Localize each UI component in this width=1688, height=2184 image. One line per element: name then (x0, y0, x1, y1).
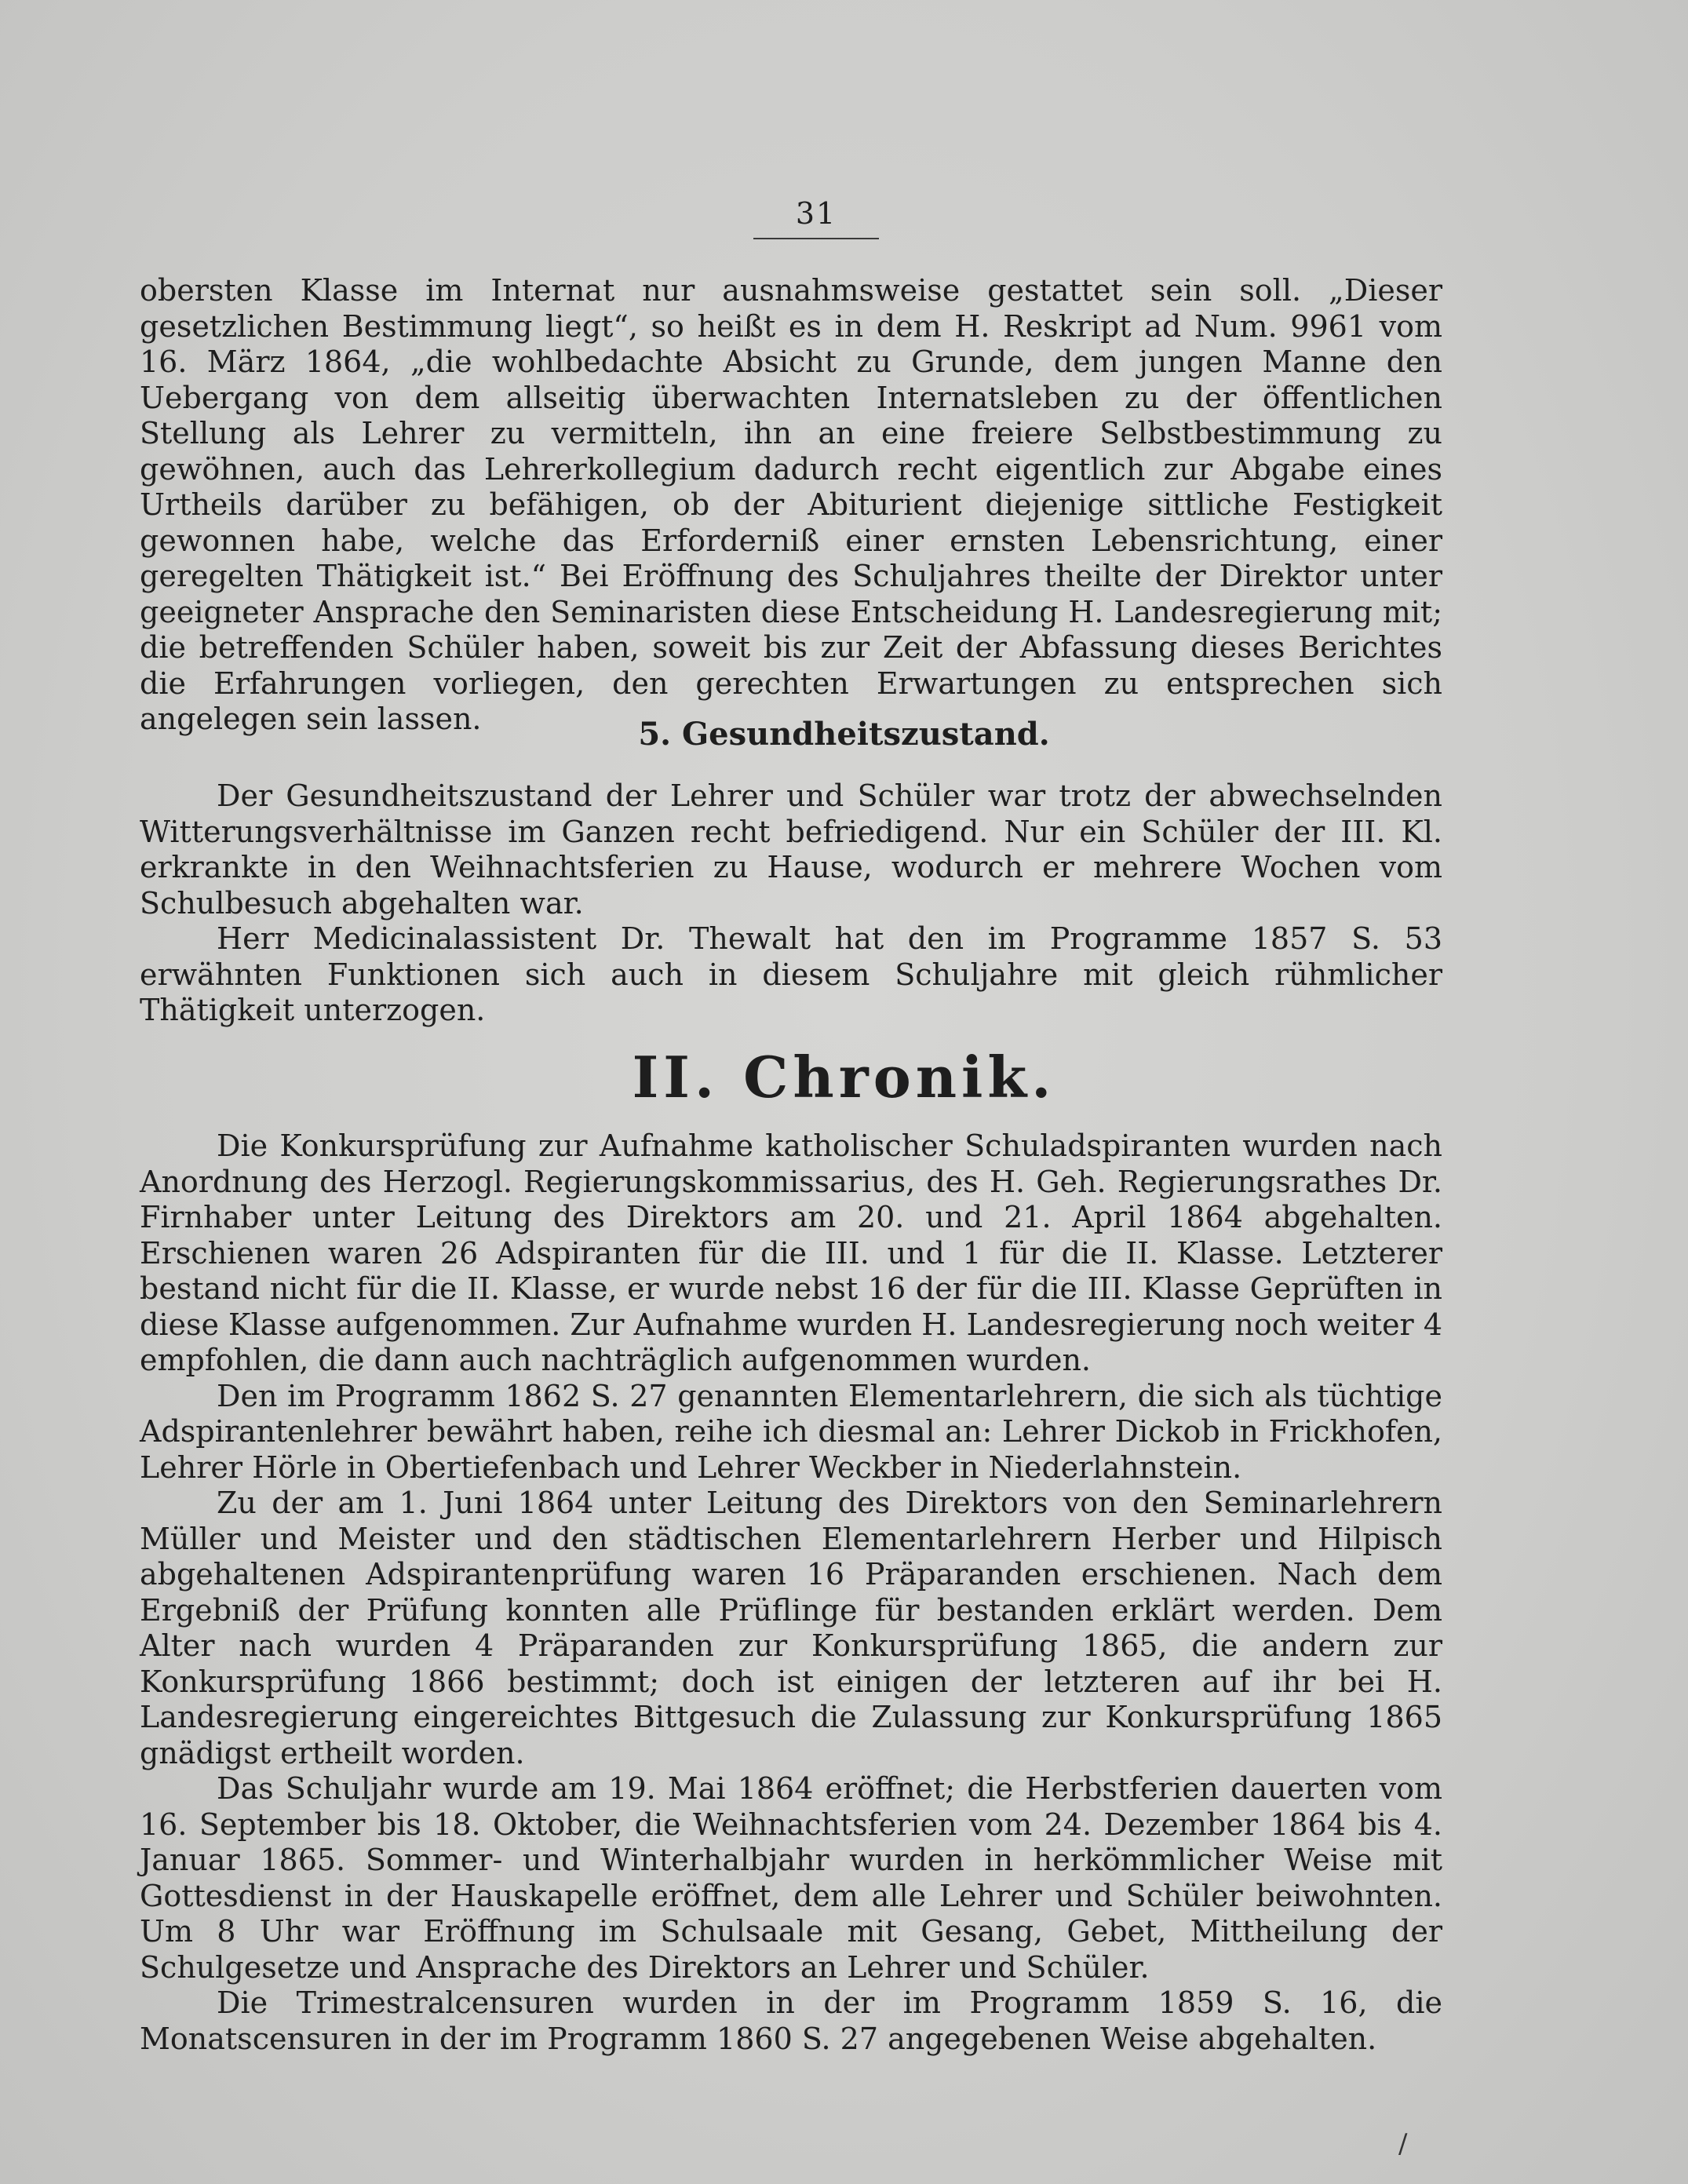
paragraph: Die Konkursprüfung zur Aufnahme katholischer Schuladspiranten wurden nach Anordnung des Herzogl. Regierungskommissarius, des H. Geh. Regierungsrathes Dr. Firnhaber unter Leitung des Direktors am 20. und 21. April 1864 abgehalten. Erschienen waren 26 Adspiranten für die III. und 1 für die II. Klasse. Letzterer bestand nicht für die II. Klasse, er wurde nebst 16 der für die III. Klasse Geprüften in diese Klasse aufgenommen. Zur Aufnahme wurden H. Landesregierung noch weiter 4 empfohlen, die dann auch nachträglich aufgenommen wurden. (140, 1128, 1442, 1377)
continuation-paragraph: obersten Klasse im Internat nur ausnahmsweise gestattet sein soll. „Dieser gesetzlichen Bestimmung liegt“, so heißt es in dem H. Reskript ad Num. 9961 vom 16. März 1864, „die wohlbedachte Absicht zu Grunde, dem jungen Manne den Uebergang von dem allseitig überwachten Internatsleben zu der öffentlichen Stellung als Lehrer zu vermitteln, ihn an eine freiere Selbstbestimmung zu gewöhnen, auch das Lehrerkollegium dadurch recht eigentlich zur Abgabe eines Urtheils darüber zu befähigen, ob der Abiturient diejenige sittliche Festigkeit gewonnen habe, welche das Erforderniß einer ernsten Lebensrichtung, einer geregelten Thätigkeit ist.“ Bei Eröffnung des Schuljahres theilte der Direktor unter geeigneter Ansprache den Seminaristen diese Entscheidung H. Landesregierung mit; die betreffenden Schüler haben, soweit bis zur Zeit der Abfassung dieses Berichtes die Erfahrungen vorliegen, den gerechten Erwartungen zu entsprechen sich angelegen sein lassen. (140, 273, 1442, 736)
page-number: 31 (795, 196, 837, 231)
continuation-text (140, 273, 1442, 738)
section-heading-gesundheitszustand: 5. Gesundheitszustand. (638, 716, 1050, 753)
page-number-rule (753, 238, 879, 239)
chapter-heading-chronik: II. Chronik. (632, 1044, 1056, 1110)
section-5-body (140, 778, 1442, 1029)
paragraph: Das Schuljahr wurde am 19. Mai 1864 eröffnet; die Herbstferien dauerten vom 16. September bis 18. Oktober, die Weihnachtsferien vom 24. Dezember 1864 bis 4. Januar 1865. Sommer- und Winterhalbjahr wurden in herkömmlicher Weise mit Gottesdienst in der Hauskapelle eröffnet, dem alle Lehrer und Schüler beiwohnten. Um 8 Uhr war Eröffnung im Schulsaale mit Gesang, Gebet, Mittheilung der Schulgesetze und Ansprache des Direktors an Lehrer und Schüler. (140, 1771, 1442, 1985)
paragraph: Herr Medicinalassistent Dr. Thewalt hat den im Programme 1857 S. 53 erwähnten Funktionen sich auch in diesem Schuljahre mit gleich rühmlicher Thätigkeit unterzogen. (140, 921, 1442, 1027)
chapter-2-body (140, 1128, 1442, 2057)
paragraph: Den im Programm 1862 S. 27 genannten Elementarlehrern, die sich als tüchtige Adspirantenlehrer bewährt haben, reihe ich diesmal an: Lehrer Dickob in Frickhofen, Lehrer Hörle in Obertiefenbach und Lehrer Weckber in Niederlahnstein. (140, 1378, 1442, 1485)
paragraph: Zu der am 1. Juni 1864 unter Leitung des Direktors von den Seminarlehrern Müller und Meister und den städtischen Elementarlehrern Herber und Hilpisch abgehaltenen Adspirantenprüfung waren 16 Präparanden erschienen. Nach dem Ergebniß der Prüfung konnten alle Prüflinge für bestanden erklärt werden. Dem Alter nach wurden 4 Präparanden zur Konkursprüfung 1865, die andern zur Konkursprüfung 1866 bestimmt; doch ist einigen der letzteren auf ihr bei H. Landesregierung eingereichtes Bittgesuch die Zulassung zur Konkursprüfung 1865 gnädigst ertheilt worden. (140, 1486, 1442, 1770)
paragraph: Der Gesundheitszustand der Lehrer und Schüler war trotz der abwechselnden Witterungsverhältnisse im Ganzen recht befriedigend. Nur ein Schüler der III. Kl. erkrankte in den Weihnachtsferien zu Hause, wodurch er mehrere Wochen vom Schulbesuch abgehalten war. (140, 778, 1442, 921)
paragraph: Die Trimestralcensuren wurden in der im Programm 1859 S. 16, die Monatscensuren in der im Programm 1860 S. 27 angegebenen Weise abgehalten. (140, 1985, 1442, 2056)
bottom-mark: / (1398, 2128, 1408, 2160)
